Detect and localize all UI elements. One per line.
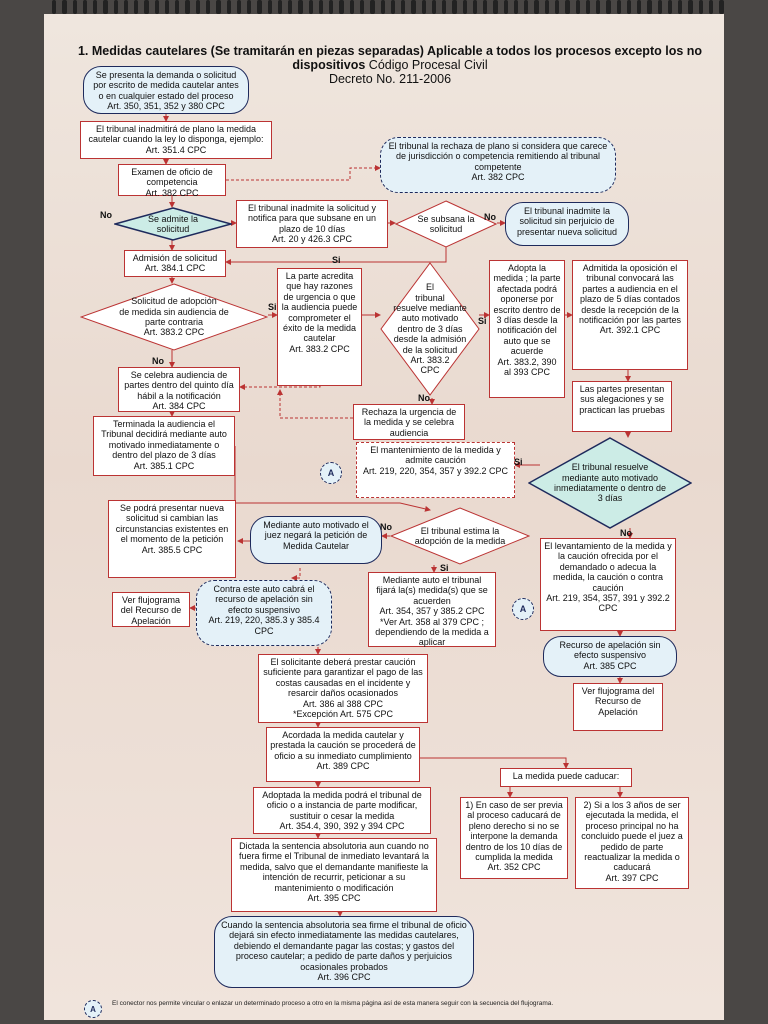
inadmit-new-request-node: El tribunal inadmite la solicitud sin perjuicio de presentar nueva solicitud (505, 202, 629, 246)
competence-exam-box: Examen de oficio de competencia Art. 382 CPC (118, 164, 226, 196)
final-sentence-node: Cuando la sentencia absolutoria sea firme el tribunal de oficio dejará sin efecto inmediatamente las medidas cautelares, debiendo el demandante pagar las costas; y gastos del proceso cautelar; a pedido de parte daños y perjuicios ocasionales probados Art. 396 CPC (214, 916, 474, 988)
expire-case-1-box: 1) En caso de ser previa al proceso caducará de pleno derecho si no se interpone la demanda dentro de los 10 días de cumplida la medida Art. 352 CPC (460, 797, 568, 879)
absolutory-sentence-box: Dictada la sentencia absolutoria aun cuando no fuera firme el Tribunal de inmediato levantará la medida, salvo que el demandante manifieste la intención de recurrir, peticionar a su mantenimiento o modificación Art. 395 CPC (231, 838, 437, 912)
title-bold: 1. Medidas cautelares (Se tramitarán en piezas separadas) Aplicable a todos los procesos excepto los no dispositivos (77, 44, 703, 72)
inadmit-correct-box: El tribunal inadmite la solicitud y notifica para que subsane en un plazo de 10 días Art. 20 y 426.3 CPC (236, 200, 388, 248)
decision-corrected (395, 200, 497, 248)
execute-measure-box: Acordada la medida cautelar y prestada la caución se procederá de oficio a su inmediato cumplimiento Art. 389 CPC (266, 727, 420, 782)
connector-legend-icon: A (84, 1000, 102, 1018)
label-no-2: No (100, 210, 112, 220)
label-no-3: No (152, 356, 164, 366)
start-demand-node: Se presenta la demanda o solicitud por escrito de medida cautelar antes o en cualquier estado del proceso Art. 350, 351, 352 y 380 CPC (83, 66, 249, 114)
inadmit-by-law-box: El tribunal inadmitirá de plano la medida cautelar cuando la ley lo disponga, ejemplo: Art. 351.4 CPC (80, 121, 272, 159)
decision-tribunal-resolves (528, 437, 692, 529)
decision-corrected-text: Se subsana la solicitud (417, 213, 475, 234)
urgency-proof-box: La parte acredita que hay razones de urgencia o que la audiencia puede comprometer el éxito de la medida cautelar Art. 383.2 CPC (277, 268, 362, 386)
label-si-4: Si (514, 457, 523, 467)
decision-without-hearing (80, 283, 268, 351)
see-appeal-flow-right: Ver flujograma del Recurso de Apelación (573, 683, 663, 731)
new-request-box: Se podrá presentar nueva solicitud si cambian las circunstancias existentes en el momento de la petición Art. 385.5 CPC (108, 500, 236, 578)
label-si-1: Si (268, 302, 277, 312)
lift-measure-box: El levantamiento de la medida y la caución ofrecida por el demandado o adecua la medida, la caución o contra caución Art. 219, 354, 357, 391 y 392.2 CPC (540, 538, 676, 631)
label-si-3: Si (478, 316, 487, 326)
decision-admit-request-text: Se admite la solicitud (147, 213, 199, 234)
label-no-6: No (380, 522, 392, 532)
reject-jurisdiction-node: El tribunal la rechaza de plano si considera que carece de jurisdicción o competencia remitiendo al tribunal competente Art. 382 CPC (380, 137, 616, 193)
decision-admit-request (114, 207, 232, 241)
decision-without-hearing-text: Solicitud de adopción de medida sin audiencia de parte contraria Art. 383.2 CPC (119, 296, 229, 338)
adopt-measure-box: Adopta la medida ; la parte afectada podrá oponerse por escrito dentro de 3 días desde la notificación del auto que se acuerde Art. 383.2, 390 al 393 CPC (489, 260, 565, 398)
label-si-2: Si (332, 255, 341, 265)
decision-tribunal-resolves-text: El tribunal resuelve mediante auto motivado inmediatamente o dentro de 3 días (553, 462, 667, 504)
title-decree: Decreto No. 211-2006 (328, 72, 452, 86)
opposition-hearing-box: Admitida la oposición el tribunal convocará las partes a audiencia en el plazo de 5 días contados desde la recepción de la notificación por las partes Art. 392.1 CPC (572, 260, 688, 370)
deny-measure-node: Mediante auto motivado el juez negará la petición de Medida Cautelar (250, 516, 382, 564)
admission-box: Admisión de solicitud Art. 384.1 CPC (124, 250, 226, 277)
expire-case-2-box: 2) Si a los 3 años de ser ejecutada la medida, el proceso principal no ha concluido puede el juez a pedido de parte reactualizar la medida o caducará Art. 397 CPC (575, 797, 689, 889)
label-no-4: No (418, 393, 430, 403)
see-appeal-flow-left: Ver flujograma del Recurso de Apelación (112, 592, 190, 627)
decision-auto-3-days (380, 262, 480, 396)
decide-after-hearing-box: Terminada la audiencia el Tribunal decidirá mediante auto motivado inmediatamente o dentro del plazo de 3 días Art. 385.1 CPC (93, 416, 235, 476)
title-normal: Código Procesal Civil (368, 58, 488, 72)
connector-a-top: A (320, 462, 342, 484)
decision-auto-3-days-text: El tribunal resuelve mediante auto motivado dentro de 3 días desde la admisión de la solicitud Art. 383.2 CPC (393, 282, 467, 376)
hearing-fifth-day-box: Se celebra audiencia de partes dentro del quinto día hábil a la notificación Art. 384 CPC (118, 367, 240, 412)
caution-box: El solicitante deberá prestar caución suficiente para garantizar el pago de las costas causadas en el incidente y resarcir daños ocasionados Art. 386 al 388 CPC *Excepción Art. 575 CPC (258, 654, 428, 723)
label-si-5: Si (440, 563, 449, 573)
connector-a-bottom: A (512, 598, 534, 620)
modify-measure-box: Adoptada la medida podrá el tribunal de oficio o a instancia de parte modificar, sustituir o cesar la medida Art. 354.4, 390, 392 y 394 CPC (253, 787, 431, 834)
decision-estimate-measure-text: El tribunal estima la adopción de la medida (414, 525, 506, 546)
label-no-1: No (484, 212, 496, 222)
reject-urgency-box: Rechaza la urgencia de la medida y se celebra audiencia (353, 404, 465, 440)
decision-estimate-measure (390, 507, 530, 565)
appeal-no-suspensive-node: Contra este auto cabrá el recurso de apelación sin efecto suspensivo Art. 219, 220, 385.3 y 385.4 CPC (196, 580, 332, 646)
footnote: El conector nos permite vincular o enlazar un determinado proceso a otro en la misma página así de esta manera seguir con la secuencia del flujograma. (112, 1000, 554, 1007)
allegations-box: Las partes presentan sus alegaciones y se practican las pruebas (572, 381, 672, 432)
fix-measure-box: Mediante auto el tribunal fijará la(s) medida(s) que se acuerden Art. 354, 357 y 385.2 CPC *Ver Art. 358 al 379 CPC ; dependiendo de la medida a aplicar (368, 572, 496, 647)
measure-expires-box: La medida puede caducar: (500, 768, 632, 787)
appeal-resource-node: Recurso de apelación sin efecto suspensivo Art. 385 CPC (543, 636, 677, 677)
label-no-5: No (620, 528, 632, 538)
maintain-measure-box: El mantenimiento de la medida y admite caución Art. 219, 220, 354, 357 y 392.2 CPC (356, 442, 515, 498)
